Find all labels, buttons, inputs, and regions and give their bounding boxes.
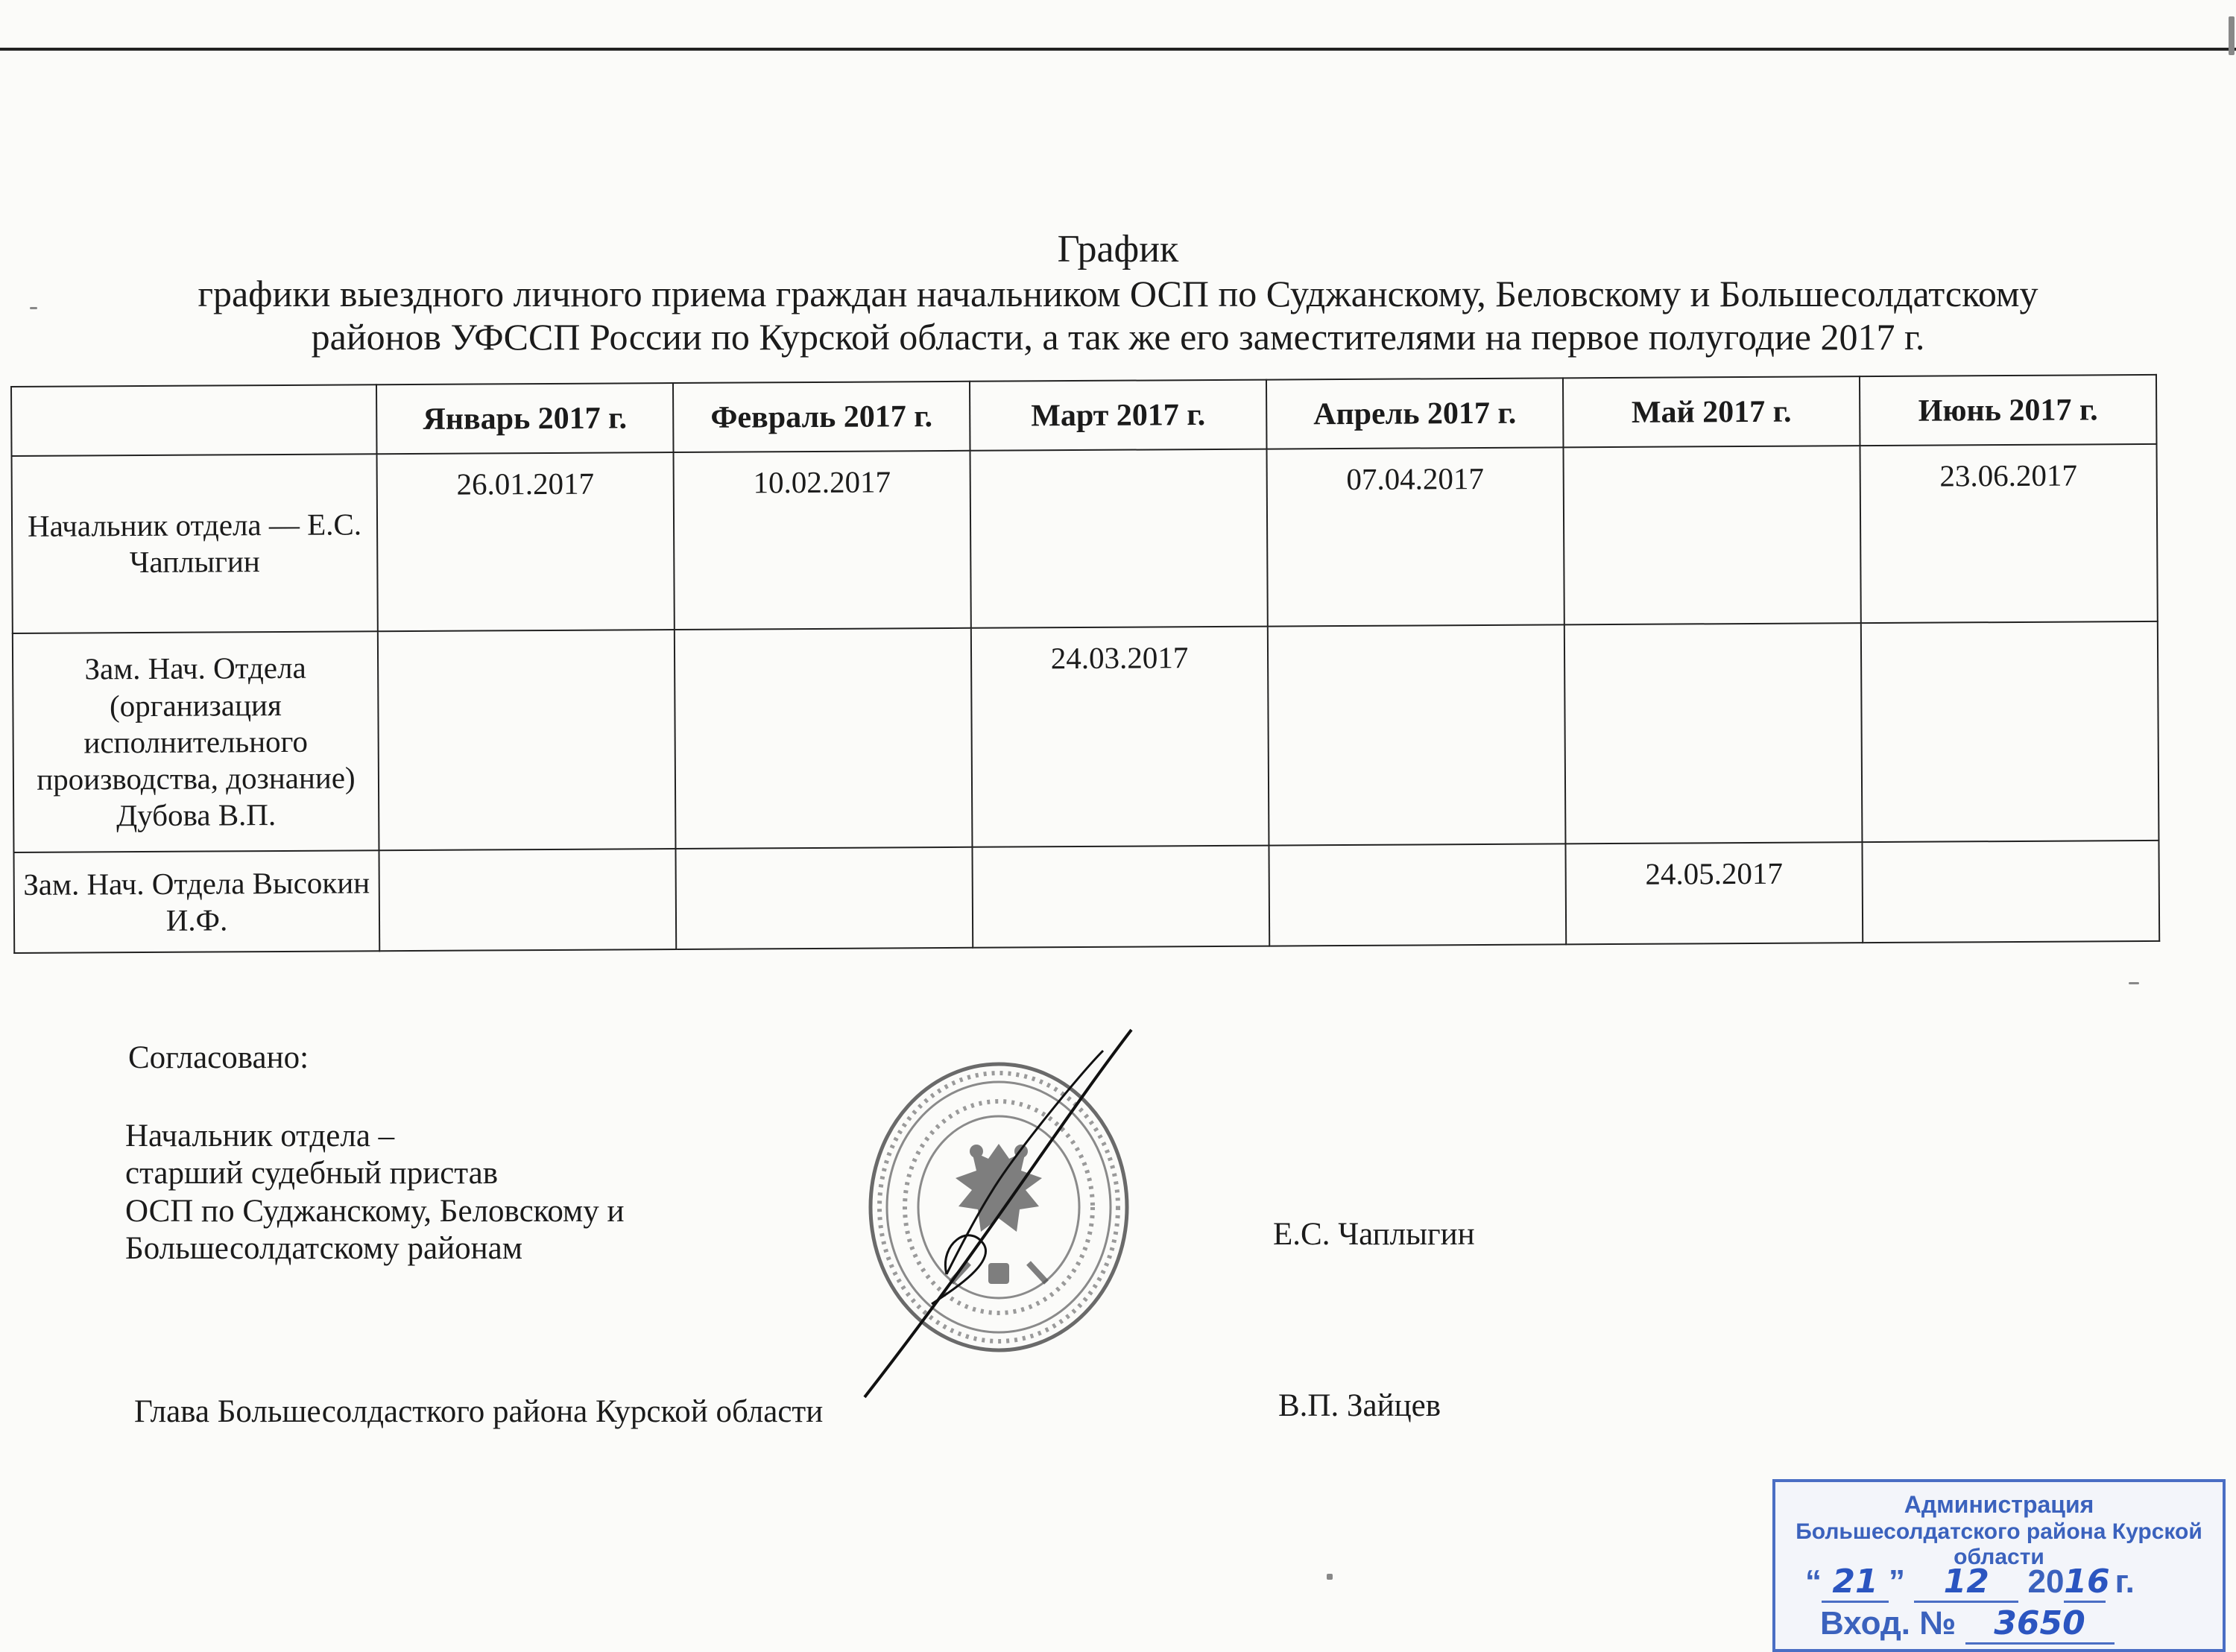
schedule-date-cell — [675, 847, 973, 949]
table-header-row — [11, 375, 2156, 456]
schedule-date-cell: 10.02.2017 — [674, 451, 971, 630]
approver-position-line: Начальник отдела – — [125, 1118, 395, 1153]
month-header-june: Июнь 2017 г. — [1860, 375, 2157, 446]
table-corner-cell — [11, 384, 377, 456]
registration-stamp-incoming-number: 3650 — [1965, 1604, 2115, 1645]
registration-stamp-incoming-label: Вход. № — [1820, 1605, 1956, 1642]
row-person-name: Зам. Нач. Отдела (организация исполнительного производства, дознание) Дубова В.П. — [13, 632, 379, 853]
registration-stamp-incoming — [1820, 1604, 2115, 1645]
handwritten-signature-icon — [835, 1021, 1163, 1408]
schedule-date-cell: 24.03.2017 — [971, 627, 1269, 847]
month-header-may: Май 2017 г. — [1563, 376, 1860, 447]
schedule-date-cell — [972, 846, 1269, 948]
document-title: График — [1057, 228, 1179, 270]
row-person-name: Зам. Нач. Отдела Высокин И.Ф. — [13, 851, 379, 953]
schedule-date-cell — [1862, 841, 2159, 943]
table-row — [13, 621, 2159, 852]
document-subtitle-line-2: районов УФССП России по Курской области, а так же его заместителями на первое полугодие 2017 г. — [311, 316, 1925, 358]
registration-stamp-line-1: Администрация — [1904, 1491, 2094, 1518]
scan-artifact — [2129, 982, 2139, 984]
schedule-date-cell — [1564, 623, 1863, 844]
approver-position-block — [125, 1118, 625, 1268]
schedule-date-cell — [378, 630, 676, 850]
registration-stamp-year-end: г. — [2115, 1563, 2135, 1600]
approver-position-line: старший судебный пристав — [125, 1156, 499, 1191]
registration-stamp-line-2: Большесолдатского района Курской области — [1796, 1519, 2202, 1569]
schedule-date-cell — [379, 849, 676, 951]
month-header-january: Январь 2017 г. — [376, 383, 674, 454]
schedule-date-cell: 24.05.2017 — [1565, 843, 1863, 945]
registration-stamp-year-prefix: 20 — [2027, 1563, 2065, 1600]
registration-stamp-year-suffix: 16 — [2064, 1563, 2106, 1603]
schedule-date-cell — [1268, 625, 1566, 846]
registration-stamp-date: “ 21 ” 12 2016 г. — [1805, 1563, 2135, 1603]
schedule-date-cell — [1269, 844, 1566, 946]
schedule-date-cell — [970, 449, 1268, 628]
scan-artifact — [1327, 1574, 1333, 1580]
schedule-date-cell: 26.01.2017 — [377, 452, 675, 631]
schedule-date-cell: 23.06.2017 — [1860, 444, 2157, 623]
month-header-april: Апрель 2017 г. — [1266, 378, 1564, 449]
document-title-block — [149, 227, 2087, 358]
scan-top-edge-line — [0, 48, 2236, 51]
month-header-february: Февраль 2017 г. — [673, 382, 970, 452]
row-person-name: Начальник отдела — Е.С. Чаплыгин — [12, 454, 378, 633]
approver-position-line: Большесолдатскому районам — [125, 1230, 522, 1266]
signatory-1-name: Е.С. Чаплыгин — [1273, 1217, 1475, 1252]
table-row — [12, 444, 2158, 633]
signatory-2-name: В.П. Зайцев — [1278, 1388, 1441, 1423]
registration-stamp — [1772, 1479, 2226, 1652]
schedule-date-cell — [675, 628, 973, 849]
registration-stamp-day: 21 — [1822, 1563, 1889, 1603]
schedule-date-cell — [1563, 446, 1860, 624]
schedule-date-cell — [1861, 621, 2159, 842]
month-header-march: Март 2017 г. — [970, 380, 1267, 451]
registration-stamp-month: 12 — [1914, 1563, 2018, 1603]
table-row — [13, 841, 2159, 953]
approver-position-line: ОСП по Суджанскому, Беловскому и — [125, 1193, 625, 1229]
scan-artifact — [30, 307, 37, 309]
approver-2-position: Глава Большесолдасткого района Курской области — [134, 1394, 824, 1429]
schedule-table — [10, 374, 2160, 954]
document-subtitle-line-1: графики выездного личного приема граждан начальником ОСП по Суджанскому, Беловскому и Большесолдатскому — [198, 273, 2038, 315]
agreed-label: Согласовано: — [128, 1040, 309, 1075]
schedule-date-cell: 07.04.2017 — [1266, 448, 1564, 627]
scan-artifact — [2229, 16, 2235, 55]
